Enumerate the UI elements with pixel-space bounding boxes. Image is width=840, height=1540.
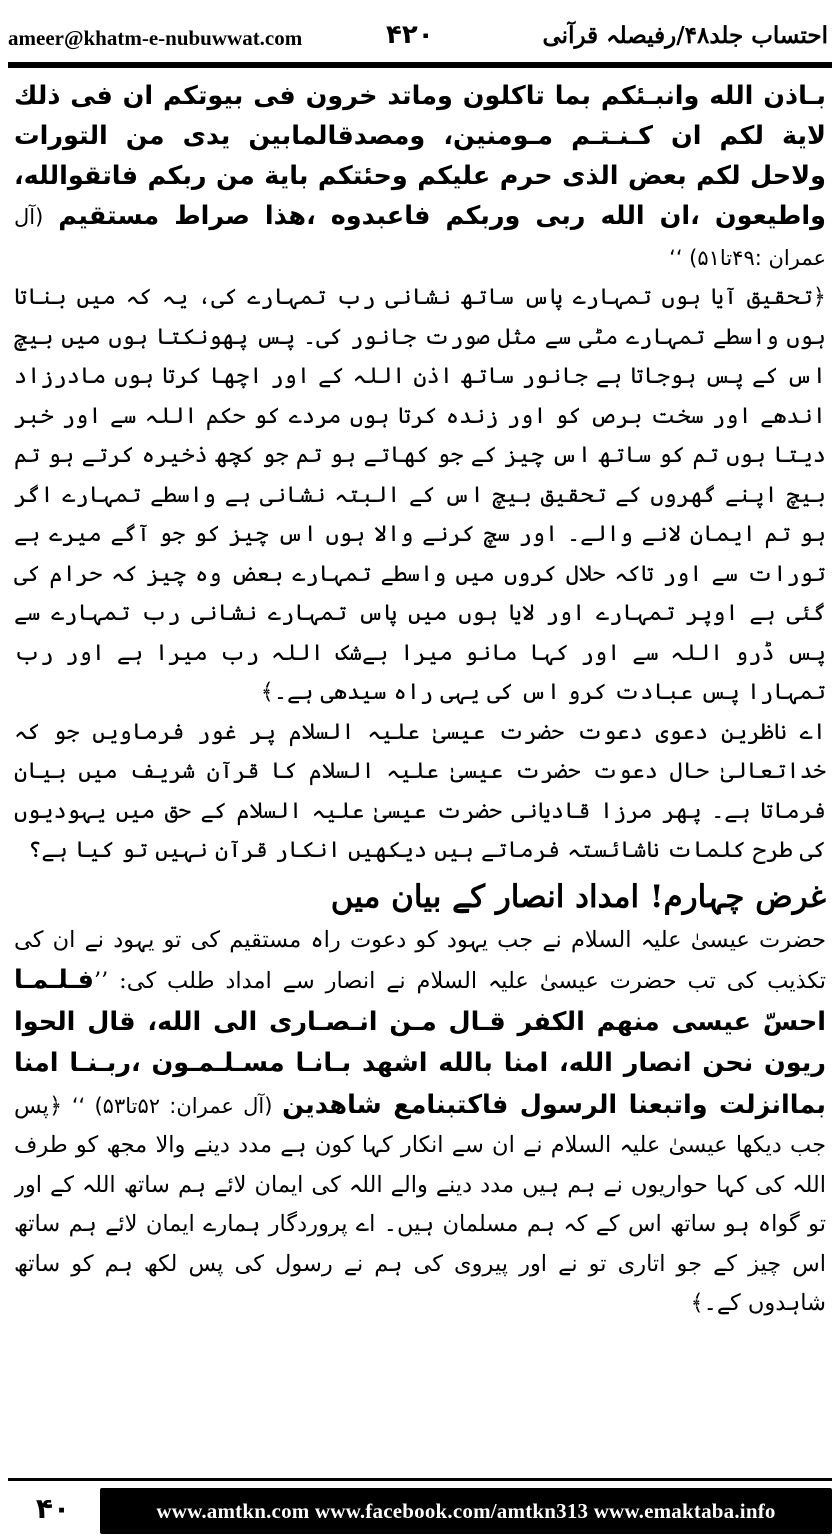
- arabic-quote-2: فـلـمـا احسّ عيسى منهم الكفر قـال مـن انـصـارى الى الله، قال الحوا ريون نحن انصار الله، امنا بالله اشهد بـانـا مسـلـمـون ،ربـنـا امنا بماانزلت واتبعنا الرسول فاكتبنامع شاهدين: [14, 965, 826, 1120]
- header-email: ameer@khatm-e-nubuwwat.com: [8, 26, 303, 50]
- arabic-quote-1: [14, 76, 826, 278]
- arabic-quote-1-text: بـاذن الله وانبـئكم بما تاكلون وماتد خرون فى بيوتكم ان فى ذلك لاية لكم ان كـنـتـم مـومنين، ومصدقالمابين يدى من التورات ولاحل لكم بعض الذى حرم عليكم وحئتكم باية من ربكم فاتقوالله، واطيعون ،ان الله ربى وربكم فاعبدوه ،هذا صراط مستقيم: [14, 81, 826, 231]
- page-header: [8, 18, 832, 58]
- quran-reference-1: (آل عمران :۴۹تا۵۱) ‘‘: [14, 205, 826, 270]
- urdu-translation-1: ﴿تحقیق آیا ہوں تمہارے پاس ساتھ نشانی رب تمہارے کی، یہ کہ میں بناتا ہوں واسطے تمہارے مٹی سے مثل صورت جانور کی۔ پس پھونکتا ہوں میں بیچ اس کے پس ہوجاتا ہے جانور ساتھ اذن اللہ کے اور اچھا کرتا ہوں مادرزاد اندھے اور سخت برص کو اور زندہ کرتا ہوں مردے کو حکم اللہ سے اور خبر دیتا ہوں تم کو ساتھ اس چیز کے جو کھاتے ہو تم جو کچھ ذخیرہ کرتے ہو تم بیچ اپنے گھروں کے تحقیق بیچ اس کے البتہ نشانی ہے واسطے تمہارے اگر ہو تم ایمان لانے والے۔ اور سچ کرنے والا ہوں اس چیز کو جو آگے میرے ہے تورات سے اور تاکہ حلال کروں میں واسطے تمہارے بعض وہ چیز کہ حرام کی گئی ہے اوپر تمہارے اور لایا ہوں میں پاس تمہارے نشانی رب تمہارے سے پس ڈرو اللہ سے اور کہا مانو میرا بےشک اللہ رب میرا ہے اور رب تمہارا پس عبادت کرو اس کی یہی راہ سیدھی ہے۔﴾: [14, 284, 826, 705]
- page-footer: [0, 1478, 840, 1540]
- urdu-translation-2: ﴿پس جب دیکھا عیسیٰ علیہ السلام نے ان سے انکار کہا کون ہے مدد دینے والا مجھ کو طرف اللہ کی کہا حواریوں نے ہم ہیں مدد دینے والے اللہ کی ایمان لائے ہم ساتھ اللہ کے اور تو گواہ ہو ساتھ اس کے کہ ہم مسلمان ہیں۔ اے پروردگار ہمارے ایمان لائے ہم ساتھ اس چیز کے جو اتاری تو نے اور پیروی کی ہم نے رسول کی پس لکھ ہم کو ساتھ شاہدوں کے۔﴾: [14, 1092, 826, 1316]
- quran-reference-2: (آل عمران: ۵۲تا۵۳) ‘‘: [71, 1093, 273, 1118]
- footer-page-number: ۴۰: [35, 1492, 71, 1525]
- section-heading: غرض چہارم! امداد انصار کے بیان میں: [330, 878, 826, 915]
- urdu-intro-paragraph: [14, 921, 826, 1324]
- footer-website-links[interactable]: www.amtkn.com www.facebook.com/amtkn313 www.emaktaba.info: [156, 1499, 776, 1523]
- header-rule: [8, 62, 832, 68]
- page-body: [14, 76, 826, 1454]
- header-book-title: احتساب جلد۴۸/رفیصلہ قرآنی: [542, 22, 828, 49]
- header-page-number: ۴۲۰: [386, 20, 434, 50]
- urdu-commentary-paragraph: اے ناظرین دعوی دعوت حضرت عیسیٰ علیہ السلام پر غور فرماویں جو کہ خداتعالیٰ حال دعوت حضرت عیسیٰ علیہ السلام کا قرآن شریف میں بیان فرماتا ہے۔ پھر مرزا قادیانی حضرت عیسیٰ علیہ السلام کے حق میں یہودیوں کی طرح کلمات ناشائستہ فرماتے ہیں دیکھیں انکار قرآن نہیں تو کیا ہے؟: [14, 718, 826, 863]
- urdu-intro-text: حضرت عیسیٰ علیہ السلام نے جب یہود کو دعوت راہ مستقیم کی تو یہود نے ان کی تکذیب کی تب حضرت عیسیٰ علیہ السلام نے انصار سے امداد طلب کی: ’’: [14, 926, 826, 994]
- footer-rule: [8, 1478, 832, 1481]
